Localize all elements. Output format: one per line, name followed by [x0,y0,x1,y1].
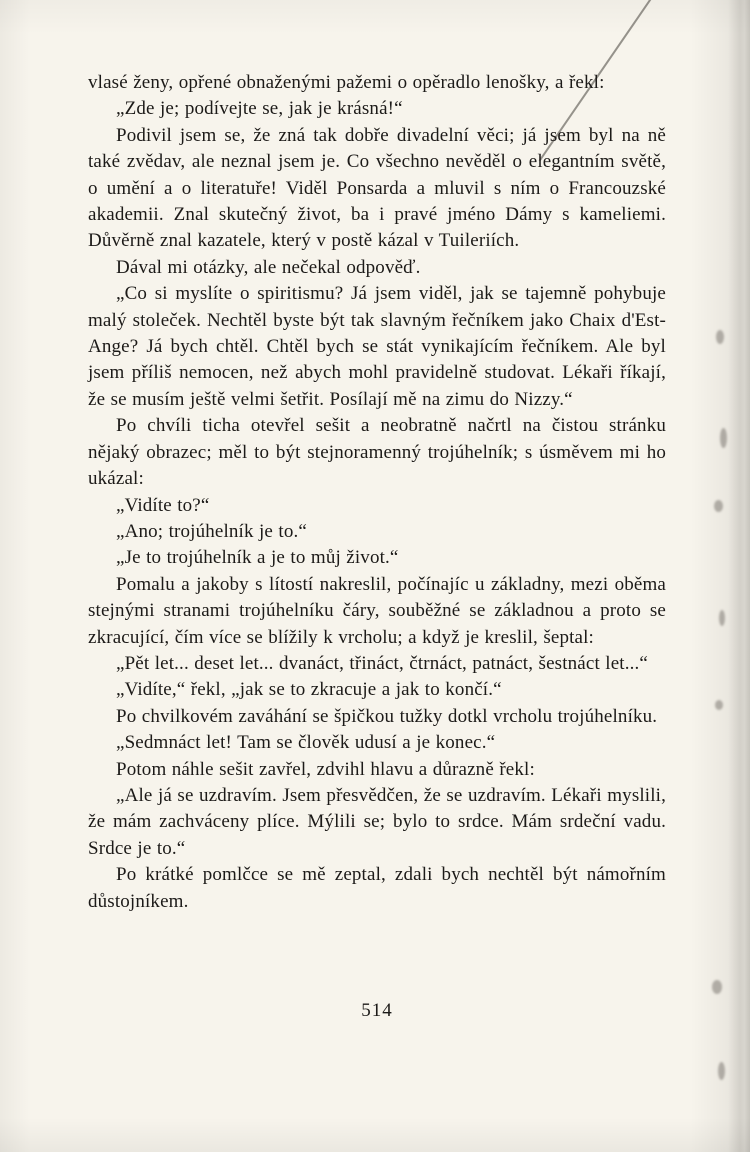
paragraph: „Ano; trojúhelník je to.“ [116,520,307,542]
scan-speck [712,980,722,994]
paragraph: Po krátké pomlčce se mě zeptal, zdali bych nechtěl být námořním důstojníkem. [88,864,666,912]
paragraph: „Pět let... deset let... dvanáct, třináct, čtrnáct, patnáct, šestnáct let...“ [116,652,648,674]
scan-speck [715,700,723,710]
scan-speck [718,1062,725,1080]
paragraph: Po chvilkovém zaváhání se špičkou tužky dotkl vrcholu trojúhelníku. [116,705,658,727]
paragraph: Pomalu a jakoby s lítostí nakreslil, počínajíc u základny, mezi oběma stejnými stranami trojúhelníku čáry, souběžné se základnou a proto se zkracující, čím více se blížily k vrcholu; a když je kreslil, šeptal: [88,573,666,648]
page-number: 514 [361,1000,393,1021]
paragraph: „Co si myslíte o spiritismu? Já jsem viděl, jak se tajemně pohybuje malý stoleček. Nechtěl byste být tak slavným řečníkem jako Chaix d'Est-Ange? Já bych chtěl. Chtěl bych se stát vynikajícím řečníkem. Ale byl jsem příliš nemocen, než abych mohl pravidelně studovat. Lékaři říkají, že se musím ještě velmi šetřit. Posílají mě na zimu do Nizzy.“ [88,283,666,410]
paragraph: vlasé ženy, opřené obnaženými pažemi o opěradlo lenošky, a řekl: [88,72,605,93]
paragraph: Dával mi otázky, ale nečekal odpověď. [116,256,421,278]
paragraph: „Vidíte to?“ [116,494,210,516]
scan-speck [714,500,723,512]
scan-speck [716,330,724,344]
scan-speck [719,610,725,626]
text-block [88,70,666,915]
paragraph: „Ale já se uzdravím. Jsem přesvědčen, že se uzdravím. Lékaři myslili, že mám zachváceny plíce. Mýlili se; bylo to srdce. Mám srdeční vadu. Srdce je to.“ [88,784,666,859]
paragraph: Po chvíli ticha otevřel sešit a neobratně načrtl na čistou stránku nějaký obrazec; měl to být stejnoramenný trojúhelník; s úsměvem mi ho ukázal: [88,415,666,490]
page-edge-shadow [728,0,750,1152]
paragraph: „Je to trojúhelník a je to můj život.“ [116,547,399,569]
paragraph: „Zde je; podívejte se, jak je krásná!“ [116,98,403,120]
paragraph: Potom náhle sešit zavřel, zdvihl hlavu a důrazně řekl: [116,758,535,780]
scan-speck [720,428,727,448]
paragraph: „Vidíte,“ řekl, „jak se to zkracuje a jak to končí.“ [116,679,502,701]
paragraph: Podivil jsem se, že zná tak dobře divadelní věci; já jsem byl na ně také zvědav, ale neznal jsem je. Co všechno nevěděl o elegantním světě, o umění a o literatuře! Viděl Ponsarda a mluvil s ním o Francouzské akademii. Znal skutečný život, ba i pravé jméno Dámy s kameliemi. Důvěrně znal kazatele, který v postě kázal v Tuileriích. [88,124,666,252]
paragraph: „Sedmnáct let! Tam se člověk udusí a je konec.“ [116,732,496,754]
